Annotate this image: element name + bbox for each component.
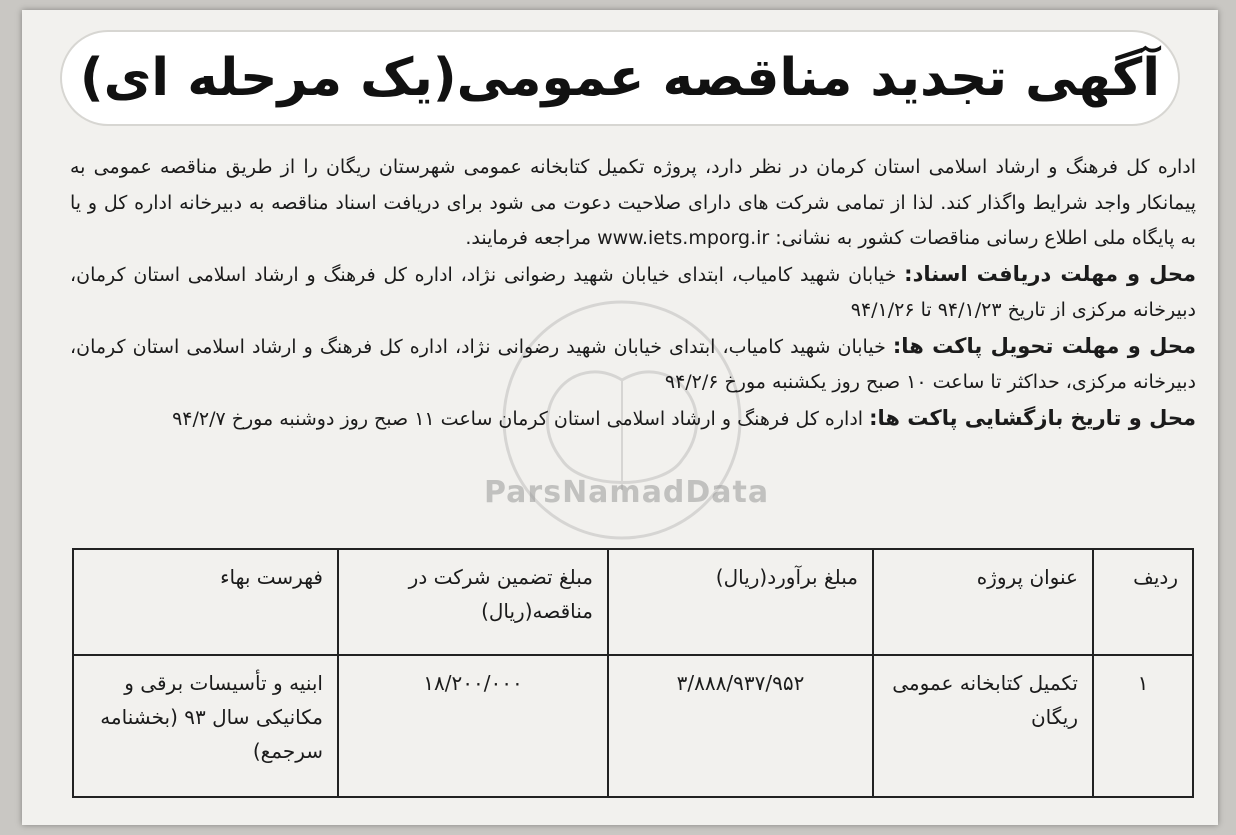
header-estimate: مبلغ برآورد(ریال) (608, 549, 873, 655)
header-row-number: ردیف (1093, 549, 1193, 655)
header-project-title: عنوان پروژه (873, 549, 1093, 655)
tender-notice-page (22, 10, 1218, 825)
cell-project-title: تکمیل کتابخانه عمومی ریگان (873, 655, 1093, 797)
documents-text: خیابان شهید کامیاب، ابتدای خیابان شهید رضوانی نژاد، اداره کل فرهنگ و ارشاد اسلامی استان کرمان، دبیرخانه مرکزی از تاریخ ۹۴/۱/۲۳ تا ۹۴/۱/۲۶ (70, 263, 1196, 321)
table-row (73, 655, 1193, 797)
notice-title: آگهی تجدید مناقصه عمومی(یک مرحله ای) (79, 48, 1161, 108)
opening-label: محل و تاریخ بازگشایی پاکت ها: (869, 405, 1196, 430)
intro-paragraph (70, 150, 1196, 257)
opening-text: اداره کل فرهنگ و ارشاد اسلامی استان کرمان ساعت ۱۱ صبح روز دوشنبه مورخ ۹۴/۲/۷ (172, 407, 864, 430)
notice-body (70, 150, 1196, 437)
intro-closing-text: مراجعه فرمایند. (465, 227, 592, 249)
header-price-list: فهرست بهاء (73, 549, 338, 655)
header-guarantee: مبلغ تضمین شرکت در مناقصه(ریال) (338, 549, 608, 655)
watermark-text: ParsNamadData (484, 475, 770, 510)
opening-paragraph (70, 401, 1196, 438)
table-header-row (73, 549, 1193, 655)
delivery-text: خیابان شهید کامیاب، ابتدای خیابان شهید رضوانی نژاد، اداره کل فرهنگ و ارشاد اسلامی استان کرمان، دبیرخانه مرکزی، حداکثر تا ساعت ۱۰ صبح روز یکشنبه مورخ ۹۴/۲/۶ (70, 335, 1196, 393)
cell-row-number: ۱ (1093, 655, 1193, 797)
delivery-label: محل و مهلت تحویل پاکت ها: (892, 333, 1197, 358)
cell-guarantee: ۱۸/۲۰۰/۰۰۰ (338, 655, 608, 797)
documents-label: محل و مهلت دریافت اسناد: (904, 261, 1196, 286)
documents-paragraph (70, 257, 1196, 329)
delivery-paragraph (70, 329, 1196, 401)
intro-text: اداره کل فرهنگ و ارشاد اسلامی استان کرمان در نظر دارد، پروژه تکمیل کتابخانه عمومی شهرستان ریگان را از طریق مناقصه عمومی به پیمانکار واجد شرایط واگذار کند. لذا از تمامی شرکت های دارای صلاحیت دعوت می شود برای دریافت اسناد مناقصه به دبیرخانه اداره کل و یا به پایگاه ملی اطلاع رسانی مناقصات کشور به نشانی: (70, 156, 1196, 249)
cell-price-list: ابنیه و تأسیسات برقی و مکانیکی سال ۹۳ (بخشنامه سرجمع) (73, 655, 338, 797)
cell-estimate: ۳/۸۸۸/۹۳۷/۹۵۲ (608, 655, 873, 797)
tender-table (72, 548, 1194, 798)
tender-website-link[interactable]: www.iets.mporg.ir (597, 227, 770, 249)
title-banner (62, 32, 1178, 124)
